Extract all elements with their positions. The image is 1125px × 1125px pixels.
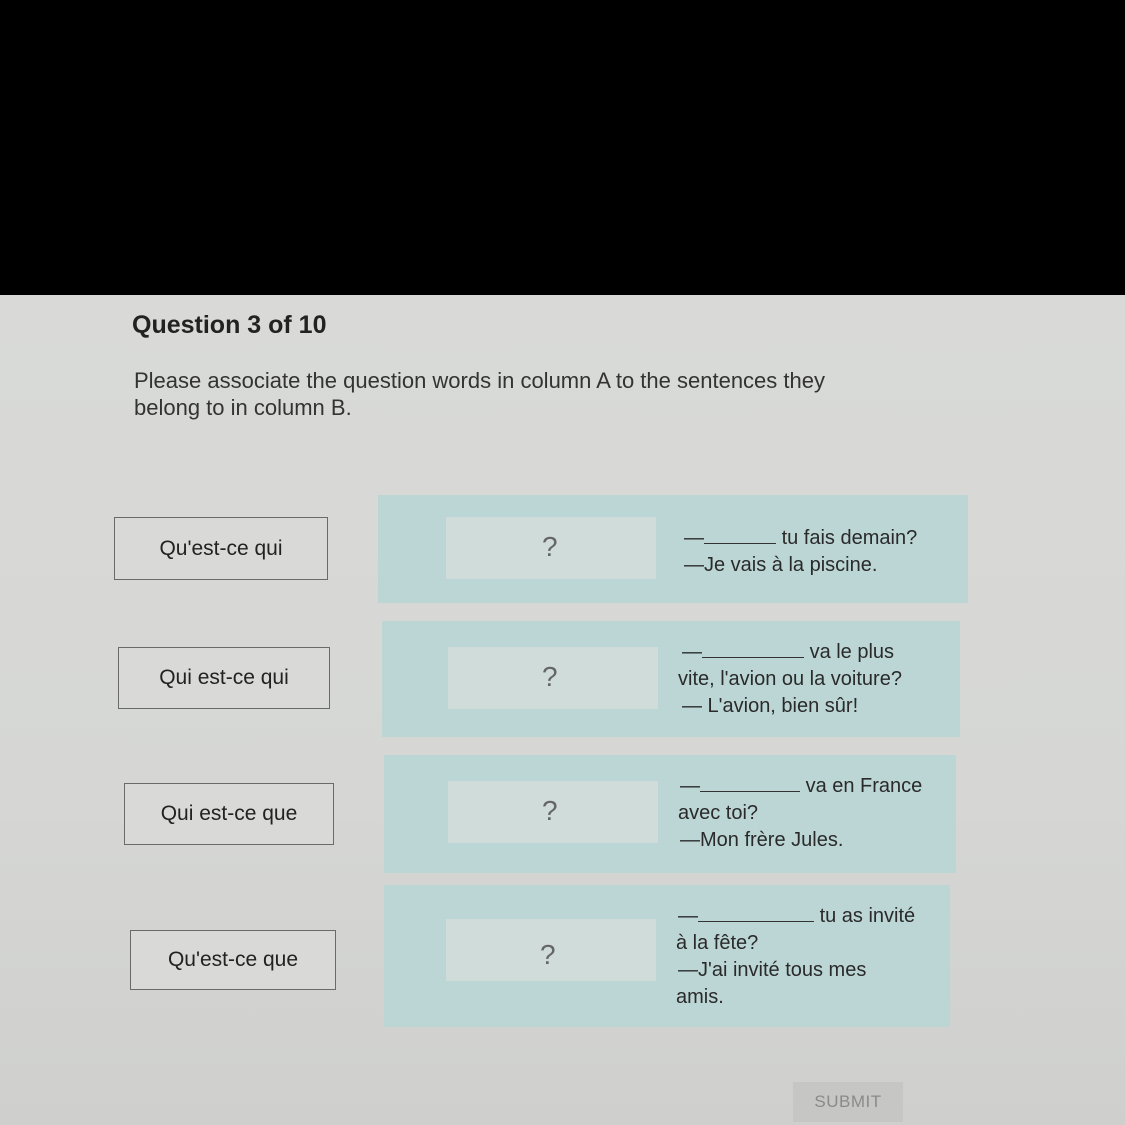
sentence-4-blank (698, 903, 814, 922)
question-header: Question 3 of 10 (132, 311, 327, 339)
sentence-4-line-1: tu as invité (819, 905, 916, 927)
sentence-4-line-4: amis. (676, 986, 724, 1008)
column-a-item-1[interactable]: Qu'est-ce qui (114, 517, 328, 580)
sentence-4-dash: — (678, 905, 698, 927)
sentence-3-line-3: —Mon frère Jules. (680, 829, 844, 851)
drop-slot-placeholder-4: ? (540, 939, 556, 970)
sentence-1-line-2: —Je vais à la piscine. (684, 554, 878, 576)
column-b-row-3 (384, 755, 956, 873)
sentence-4 (676, 903, 915, 1011)
sentence-2-line-3: — L'avion, bien sûr! (682, 695, 859, 717)
sentence-1-blank (704, 525, 776, 544)
submit-button[interactable]: SUBMIT (793, 1082, 903, 1122)
column-a-item-3[interactable]: Qui est-ce que (124, 783, 334, 845)
column-b-row-1 (378, 495, 968, 603)
sentence-4-line-2: à la fête? (676, 932, 759, 954)
quiz-screen (0, 295, 1125, 1125)
sentence-3-line-1: va en France (805, 775, 923, 797)
sentence-1 (684, 525, 917, 579)
sentence-2-line-1: va le plus (809, 641, 895, 663)
sentence-2-blank (702, 639, 804, 658)
sentence-4-line-3: —J'ai invité tous mes (678, 959, 867, 981)
column-a-item-4[interactable]: Qu'est-ce que (130, 930, 336, 990)
sentence-3 (678, 773, 922, 854)
sentence-3-blank (700, 773, 800, 792)
sentence-3-dash: — (680, 775, 700, 797)
sentence-2-dash: — (682, 641, 702, 663)
drop-slot-placeholder-1: ? (542, 531, 558, 562)
sentence-2-line-2: vite, l'avion ou la voiture? (678, 668, 902, 690)
column-a-item-2[interactable]: Qui est-ce qui (118, 647, 330, 709)
column-b-row-4 (384, 885, 950, 1027)
sentence-3-line-2: avec toi? (678, 802, 759, 824)
question-prompt: Please associate the question words in column A to the sentences they belong to in column B. (134, 368, 825, 420)
drop-slot-placeholder-2: ? (542, 661, 558, 692)
sentence-2 (678, 639, 902, 720)
drop-slot-placeholder-3: ? (542, 795, 558, 826)
sentence-1-line-1: tu fais demain? (781, 527, 918, 549)
column-b-row-2 (382, 621, 960, 737)
sentence-1-dash: — (684, 527, 704, 549)
